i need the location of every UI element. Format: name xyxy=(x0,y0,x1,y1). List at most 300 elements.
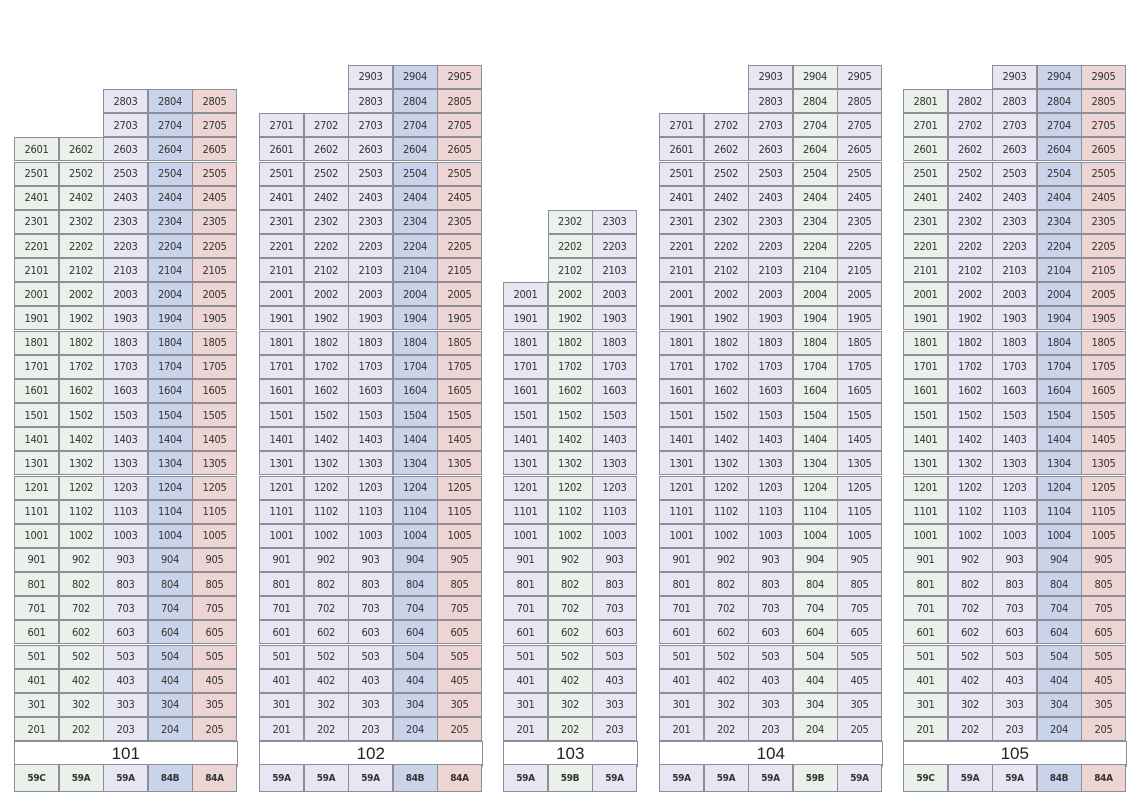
unit-cell[interactable]: 905 xyxy=(192,548,237,572)
unit-cell[interactable]: 2503 xyxy=(748,162,793,186)
unit-cell[interactable]: 1005 xyxy=(192,524,237,548)
unit-cell[interactable]: 605 xyxy=(437,620,482,644)
unit-cell[interactable]: 1201 xyxy=(14,476,59,500)
unit-cell[interactable]: 1502 xyxy=(304,403,349,427)
unit-cell[interactable]: 601 xyxy=(903,620,948,644)
unit-cell[interactable]: 905 xyxy=(437,548,482,572)
unit-cell[interactable]: 704 xyxy=(793,596,838,620)
unit-cell[interactable]: 1301 xyxy=(14,451,59,475)
unit-cell[interactable]: 802 xyxy=(548,572,593,596)
unit-cell[interactable]: 1302 xyxy=(548,451,593,475)
unit-cell[interactable]: 1305 xyxy=(437,451,482,475)
unit-cell[interactable]: 2601 xyxy=(14,137,59,161)
unit-cell[interactable]: 802 xyxy=(59,572,104,596)
unit-cell[interactable]: 1003 xyxy=(103,524,148,548)
unit-cell[interactable]: 1402 xyxy=(548,427,593,451)
unit-cell[interactable]: 1703 xyxy=(592,355,637,379)
unit-cell[interactable]: 2001 xyxy=(14,282,59,306)
unit-cell[interactable]: 902 xyxy=(304,548,349,572)
unit-cell[interactable]: 2103 xyxy=(592,258,637,282)
unit-cell[interactable]: 1705 xyxy=(837,355,882,379)
unit-cell[interactable]: 1704 xyxy=(393,355,438,379)
unit-cell[interactable]: 2701 xyxy=(259,113,304,137)
unit-cell[interactable]: 2702 xyxy=(304,113,349,137)
unit-cell[interactable]: 2802 xyxy=(948,89,993,113)
unit-cell[interactable]: 1001 xyxy=(503,524,548,548)
unit-cell[interactable]: 2205 xyxy=(837,234,882,258)
unit-cell[interactable]: 702 xyxy=(704,596,749,620)
unit-cell[interactable]: 2503 xyxy=(103,162,148,186)
unit-cell[interactable]: 402 xyxy=(948,669,993,693)
unit-cell[interactable]: 605 xyxy=(1081,620,1126,644)
unit-cell[interactable]: 2805 xyxy=(437,89,482,113)
unit-cell[interactable]: 1802 xyxy=(59,331,104,355)
unit-cell[interactable]: 2301 xyxy=(14,210,59,234)
unit-cell[interactable]: 1203 xyxy=(348,476,393,500)
unit-cell[interactable]: 505 xyxy=(837,645,882,669)
unit-cell[interactable]: 304 xyxy=(793,693,838,717)
unit-cell[interactable]: 2201 xyxy=(259,234,304,258)
unit-cell[interactable]: 903 xyxy=(103,548,148,572)
unit-cell[interactable]: 1302 xyxy=(304,451,349,475)
unit-cell[interactable]: 2405 xyxy=(437,186,482,210)
unit-cell[interactable]: 2605 xyxy=(437,137,482,161)
unit-cell[interactable]: 2201 xyxy=(659,234,704,258)
unit-cell[interactable]: 2003 xyxy=(992,282,1037,306)
unit-cell[interactable]: 2503 xyxy=(348,162,393,186)
unit-cell[interactable]: 805 xyxy=(192,572,237,596)
unit-cell[interactable]: 1701 xyxy=(503,355,548,379)
unit-cell[interactable]: 1101 xyxy=(503,500,548,524)
unit-cell[interactable]: 1502 xyxy=(59,403,104,427)
unit-cell[interactable]: 2605 xyxy=(1081,137,1126,161)
unit-cell[interactable]: 1003 xyxy=(348,524,393,548)
unit-cell[interactable]: 2204 xyxy=(793,234,838,258)
unit-cell[interactable]: 902 xyxy=(704,548,749,572)
unit-cell[interactable]: 2504 xyxy=(793,162,838,186)
unit-cell[interactable]: 2004 xyxy=(793,282,838,306)
unit-cell[interactable]: 2305 xyxy=(192,210,237,234)
unit-cell[interactable]: 501 xyxy=(503,645,548,669)
unit-cell[interactable]: 1702 xyxy=(948,355,993,379)
unit-cell[interactable]: 403 xyxy=(103,669,148,693)
unit-cell[interactable]: 1901 xyxy=(503,306,548,330)
unit-cell[interactable]: 2604 xyxy=(793,137,838,161)
unit-cell[interactable]: 401 xyxy=(659,669,704,693)
unit-cell[interactable]: 903 xyxy=(348,548,393,572)
unit-cell[interactable]: 2503 xyxy=(992,162,1037,186)
unit-cell[interactable]: 2103 xyxy=(348,258,393,282)
unit-cell[interactable]: 403 xyxy=(748,669,793,693)
unit-cell[interactable]: 1004 xyxy=(1037,524,1082,548)
unit-cell[interactable]: 801 xyxy=(659,572,704,596)
unit-cell[interactable]: 2101 xyxy=(903,258,948,282)
unit-cell[interactable]: 302 xyxy=(548,693,593,717)
unit-cell[interactable]: 1703 xyxy=(748,355,793,379)
unit-cell[interactable]: 2705 xyxy=(192,113,237,137)
unit-cell[interactable]: 201 xyxy=(903,717,948,741)
unit-cell[interactable]: 1202 xyxy=(548,476,593,500)
unit-cell[interactable]: 1102 xyxy=(304,500,349,524)
unit-cell[interactable]: 604 xyxy=(393,620,438,644)
unit-cell[interactable]: 2002 xyxy=(704,282,749,306)
unit-cell[interactable]: 2105 xyxy=(837,258,882,282)
unit-cell[interactable]: 404 xyxy=(793,669,838,693)
unit-cell[interactable]: 2102 xyxy=(59,258,104,282)
unit-cell[interactable]: 1201 xyxy=(659,476,704,500)
unit-cell[interactable]: 1005 xyxy=(437,524,482,548)
unit-cell[interactable]: 205 xyxy=(437,717,482,741)
unit-cell[interactable]: 401 xyxy=(14,669,59,693)
unit-cell[interactable]: 1705 xyxy=(1081,355,1126,379)
unit-cell[interactable]: 1501 xyxy=(903,403,948,427)
unit-cell[interactable]: 1001 xyxy=(903,524,948,548)
unit-cell[interactable]: 2505 xyxy=(192,162,237,186)
unit-cell[interactable]: 904 xyxy=(148,548,193,572)
unit-cell[interactable]: 1003 xyxy=(748,524,793,548)
unit-cell[interactable]: 2205 xyxy=(192,234,237,258)
unit-cell[interactable]: 901 xyxy=(259,548,304,572)
unit-cell[interactable]: 503 xyxy=(992,645,1037,669)
unit-cell[interactable]: 1503 xyxy=(992,403,1037,427)
unit-cell[interactable]: 1804 xyxy=(148,331,193,355)
unit-cell[interactable]: 2001 xyxy=(903,282,948,306)
unit-cell[interactable]: 2803 xyxy=(103,89,148,113)
unit-cell[interactable]: 602 xyxy=(548,620,593,644)
unit-cell[interactable]: 1001 xyxy=(14,524,59,548)
unit-cell[interactable]: 2404 xyxy=(393,186,438,210)
unit-cell[interactable]: 404 xyxy=(148,669,193,693)
unit-cell[interactable]: 1701 xyxy=(659,355,704,379)
unit-cell[interactable]: 705 xyxy=(1081,596,1126,620)
unit-cell[interactable]: 1703 xyxy=(103,355,148,379)
unit-cell[interactable]: 204 xyxy=(1037,717,1082,741)
unit-cell[interactable]: 704 xyxy=(148,596,193,620)
unit-cell[interactable]: 2303 xyxy=(348,210,393,234)
unit-cell[interactable]: 503 xyxy=(103,645,148,669)
unit-cell[interactable]: 1105 xyxy=(1081,500,1126,524)
unit-cell[interactable]: 1805 xyxy=(837,331,882,355)
unit-cell[interactable]: 303 xyxy=(103,693,148,717)
unit-cell[interactable]: 701 xyxy=(14,596,59,620)
unit-cell[interactable]: 401 xyxy=(259,669,304,693)
unit-cell[interactable]: 2001 xyxy=(259,282,304,306)
unit-cell[interactable]: 601 xyxy=(503,620,548,644)
unit-cell[interactable]: 2702 xyxy=(948,113,993,137)
unit-cell[interactable]: 702 xyxy=(948,596,993,620)
unit-cell[interactable]: 703 xyxy=(348,596,393,620)
unit-cell[interactable]: 502 xyxy=(548,645,593,669)
unit-cell[interactable]: 2703 xyxy=(348,113,393,137)
unit-cell[interactable]: 505 xyxy=(1081,645,1126,669)
unit-cell[interactable]: 1105 xyxy=(437,500,482,524)
unit-cell[interactable]: 402 xyxy=(304,669,349,693)
unit-cell[interactable]: 2704 xyxy=(793,113,838,137)
unit-cell[interactable]: 2605 xyxy=(837,137,882,161)
unit-cell[interactable]: 1402 xyxy=(704,427,749,451)
unit-cell[interactable]: 1803 xyxy=(592,331,637,355)
unit-cell[interactable]: 2504 xyxy=(1037,162,1082,186)
unit-cell[interactable]: 1005 xyxy=(837,524,882,548)
unit-cell[interactable]: 803 xyxy=(348,572,393,596)
unit-cell[interactable]: 2103 xyxy=(748,258,793,282)
unit-cell[interactable]: 203 xyxy=(748,717,793,741)
unit-cell[interactable]: 1502 xyxy=(548,403,593,427)
unit-cell[interactable]: 2303 xyxy=(992,210,1037,234)
unit-cell[interactable]: 505 xyxy=(437,645,482,669)
unit-cell[interactable]: 2804 xyxy=(1037,89,1082,113)
unit-cell[interactable]: 603 xyxy=(992,620,1037,644)
unit-cell[interactable]: 205 xyxy=(1081,717,1126,741)
unit-cell[interactable]: 901 xyxy=(903,548,948,572)
unit-cell[interactable]: 602 xyxy=(304,620,349,644)
unit-cell[interactable]: 1601 xyxy=(659,379,704,403)
unit-cell[interactable]: 803 xyxy=(748,572,793,596)
unit-cell[interactable]: 2805 xyxy=(192,89,237,113)
unit-cell[interactable]: 704 xyxy=(1037,596,1082,620)
unit-cell[interactable]: 1305 xyxy=(192,451,237,475)
unit-cell[interactable]: 603 xyxy=(592,620,637,644)
unit-cell[interactable]: 2103 xyxy=(103,258,148,282)
unit-cell[interactable]: 301 xyxy=(903,693,948,717)
unit-cell[interactable]: 1503 xyxy=(348,403,393,427)
unit-cell[interactable]: 305 xyxy=(192,693,237,717)
unit-cell[interactable]: 1903 xyxy=(992,306,1037,330)
unit-cell[interactable]: 1304 xyxy=(793,451,838,475)
unit-cell[interactable]: 1404 xyxy=(793,427,838,451)
unit-cell[interactable]: 503 xyxy=(348,645,393,669)
unit-cell[interactable]: 1505 xyxy=(837,403,882,427)
unit-cell[interactable]: 2501 xyxy=(14,162,59,186)
unit-cell[interactable]: 2203 xyxy=(348,234,393,258)
unit-cell[interactable]: 2204 xyxy=(393,234,438,258)
unit-cell[interactable]: 1001 xyxy=(659,524,704,548)
unit-cell[interactable]: 1501 xyxy=(259,403,304,427)
unit-cell[interactable]: 2204 xyxy=(148,234,193,258)
unit-cell[interactable]: 405 xyxy=(437,669,482,693)
unit-cell[interactable]: 1403 xyxy=(103,427,148,451)
unit-cell[interactable]: 1401 xyxy=(14,427,59,451)
unit-cell[interactable]: 2404 xyxy=(1037,186,1082,210)
unit-cell[interactable]: 2102 xyxy=(304,258,349,282)
unit-cell[interactable]: 302 xyxy=(304,693,349,717)
unit-cell[interactable]: 904 xyxy=(393,548,438,572)
unit-cell[interactable]: 2104 xyxy=(393,258,438,282)
unit-cell[interactable]: 1002 xyxy=(59,524,104,548)
unit-cell[interactable]: 1405 xyxy=(837,427,882,451)
unit-cell[interactable]: 1702 xyxy=(304,355,349,379)
unit-cell[interactable]: 403 xyxy=(992,669,1037,693)
unit-cell[interactable]: 405 xyxy=(192,669,237,693)
unit-cell[interactable]: 1004 xyxy=(148,524,193,548)
unit-cell[interactable]: 2201 xyxy=(14,234,59,258)
unit-cell[interactable]: 1104 xyxy=(148,500,193,524)
unit-cell[interactable]: 1204 xyxy=(793,476,838,500)
unit-cell[interactable]: 301 xyxy=(659,693,704,717)
unit-cell[interactable]: 1103 xyxy=(348,500,393,524)
unit-cell[interactable]: 1701 xyxy=(903,355,948,379)
unit-cell[interactable]: 2904 xyxy=(393,65,438,89)
unit-cell[interactable]: 2102 xyxy=(548,258,593,282)
unit-cell[interactable]: 201 xyxy=(14,717,59,741)
unit-cell[interactable]: 1201 xyxy=(259,476,304,500)
unit-cell[interactable]: 705 xyxy=(192,596,237,620)
unit-cell[interactable]: 1804 xyxy=(793,331,838,355)
unit-cell[interactable]: 1703 xyxy=(992,355,1037,379)
unit-cell[interactable]: 904 xyxy=(793,548,838,572)
unit-cell[interactable]: 504 xyxy=(148,645,193,669)
unit-cell[interactable]: 1104 xyxy=(393,500,438,524)
unit-cell[interactable]: 1705 xyxy=(192,355,237,379)
unit-cell[interactable]: 1504 xyxy=(793,403,838,427)
unit-cell[interactable]: 403 xyxy=(348,669,393,693)
unit-cell[interactable]: 1302 xyxy=(704,451,749,475)
unit-cell[interactable]: 2201 xyxy=(903,234,948,258)
unit-cell[interactable]: 1301 xyxy=(503,451,548,475)
unit-cell[interactable]: 1903 xyxy=(103,306,148,330)
unit-cell[interactable]: 701 xyxy=(659,596,704,620)
unit-cell[interactable]: 2003 xyxy=(348,282,393,306)
unit-cell[interactable]: 2703 xyxy=(103,113,148,137)
unit-cell[interactable]: 1302 xyxy=(948,451,993,475)
unit-cell[interactable]: 2303 xyxy=(103,210,148,234)
unit-cell[interactable]: 1402 xyxy=(59,427,104,451)
unit-cell[interactable]: 1505 xyxy=(437,403,482,427)
unit-cell[interactable]: 1604 xyxy=(393,379,438,403)
unit-cell[interactable]: 202 xyxy=(948,717,993,741)
unit-cell[interactable]: 1104 xyxy=(1037,500,1082,524)
unit-cell[interactable]: 901 xyxy=(503,548,548,572)
unit-cell[interactable]: 2102 xyxy=(948,258,993,282)
unit-cell[interactable]: 301 xyxy=(14,693,59,717)
unit-cell[interactable]: 1204 xyxy=(393,476,438,500)
unit-cell[interactable]: 2404 xyxy=(793,186,838,210)
unit-cell[interactable]: 703 xyxy=(103,596,148,620)
unit-cell[interactable]: 603 xyxy=(748,620,793,644)
unit-cell[interactable]: 1103 xyxy=(748,500,793,524)
unit-cell[interactable]: 1404 xyxy=(148,427,193,451)
unit-cell[interactable]: 2803 xyxy=(348,89,393,113)
unit-cell[interactable]: 1101 xyxy=(259,500,304,524)
unit-cell[interactable]: 1002 xyxy=(948,524,993,548)
unit-cell[interactable]: 1801 xyxy=(14,331,59,355)
unit-cell[interactable]: 1202 xyxy=(59,476,104,500)
unit-cell[interactable]: 1303 xyxy=(992,451,1037,475)
unit-cell[interactable]: 701 xyxy=(259,596,304,620)
unit-cell[interactable]: 305 xyxy=(1081,693,1126,717)
unit-cell[interactable]: 1501 xyxy=(503,403,548,427)
unit-cell[interactable]: 2303 xyxy=(748,210,793,234)
unit-cell[interactable]: 2401 xyxy=(903,186,948,210)
unit-cell[interactable]: 2705 xyxy=(437,113,482,137)
unit-cell[interactable]: 1401 xyxy=(903,427,948,451)
unit-cell[interactable]: 1504 xyxy=(393,403,438,427)
unit-cell[interactable]: 2804 xyxy=(793,89,838,113)
unit-cell[interactable]: 1402 xyxy=(304,427,349,451)
unit-cell[interactable]: 2501 xyxy=(659,162,704,186)
unit-cell[interactable]: 1402 xyxy=(948,427,993,451)
unit-cell[interactable]: 2303 xyxy=(592,210,637,234)
unit-cell[interactable]: 1303 xyxy=(103,451,148,475)
unit-cell[interactable]: 2801 xyxy=(903,89,948,113)
unit-cell[interactable]: 2105 xyxy=(192,258,237,282)
unit-cell[interactable]: 2501 xyxy=(259,162,304,186)
unit-cell[interactable]: 1902 xyxy=(548,306,593,330)
unit-cell[interactable]: 2202 xyxy=(948,234,993,258)
unit-cell[interactable]: 2003 xyxy=(103,282,148,306)
unit-cell[interactable]: 1803 xyxy=(348,331,393,355)
unit-cell[interactable]: 1403 xyxy=(748,427,793,451)
unit-cell[interactable]: 2305 xyxy=(837,210,882,234)
unit-cell[interactable]: 2703 xyxy=(992,113,1037,137)
unit-cell[interactable]: 303 xyxy=(592,693,637,717)
unit-cell[interactable]: 2602 xyxy=(948,137,993,161)
unit-cell[interactable]: 1703 xyxy=(348,355,393,379)
unit-cell[interactable]: 2604 xyxy=(148,137,193,161)
unit-cell[interactable]: 504 xyxy=(1037,645,1082,669)
unit-cell[interactable]: 2903 xyxy=(748,65,793,89)
unit-cell[interactable]: 2403 xyxy=(103,186,148,210)
unit-cell[interactable]: 2505 xyxy=(837,162,882,186)
unit-cell[interactable]: 704 xyxy=(393,596,438,620)
unit-cell[interactable]: 2904 xyxy=(1037,65,1082,89)
unit-cell[interactable]: 2803 xyxy=(992,89,1037,113)
unit-cell[interactable]: 2502 xyxy=(304,162,349,186)
unit-cell[interactable]: 1202 xyxy=(948,476,993,500)
unit-cell[interactable]: 1602 xyxy=(304,379,349,403)
unit-cell[interactable]: 1802 xyxy=(548,331,593,355)
unit-cell[interactable]: 2205 xyxy=(1081,234,1126,258)
unit-cell[interactable]: 1903 xyxy=(748,306,793,330)
unit-cell[interactable]: 502 xyxy=(704,645,749,669)
unit-cell[interactable]: 905 xyxy=(837,548,882,572)
unit-cell[interactable]: 1605 xyxy=(437,379,482,403)
unit-cell[interactable]: 2804 xyxy=(393,89,438,113)
unit-cell[interactable]: 2005 xyxy=(837,282,882,306)
unit-cell[interactable]: 601 xyxy=(259,620,304,644)
unit-cell[interactable]: 2001 xyxy=(659,282,704,306)
unit-cell[interactable]: 1505 xyxy=(192,403,237,427)
unit-cell[interactable]: 1901 xyxy=(659,306,704,330)
unit-cell[interactable]: 2202 xyxy=(304,234,349,258)
unit-cell[interactable]: 1603 xyxy=(992,379,1037,403)
unit-cell[interactable]: 903 xyxy=(592,548,637,572)
unit-cell[interactable]: 2703 xyxy=(748,113,793,137)
unit-cell[interactable]: 2505 xyxy=(1081,162,1126,186)
unit-cell[interactable]: 1401 xyxy=(259,427,304,451)
unit-cell[interactable]: 1503 xyxy=(103,403,148,427)
unit-cell[interactable]: 402 xyxy=(704,669,749,693)
unit-cell[interactable]: 2605 xyxy=(192,137,237,161)
unit-cell[interactable]: 2202 xyxy=(59,234,104,258)
unit-cell[interactable]: 2304 xyxy=(148,210,193,234)
unit-cell[interactable]: 303 xyxy=(992,693,1037,717)
unit-cell[interactable]: 1102 xyxy=(548,500,593,524)
unit-cell[interactable]: 2104 xyxy=(793,258,838,282)
unit-cell[interactable]: 204 xyxy=(393,717,438,741)
unit-cell[interactable]: 1002 xyxy=(304,524,349,548)
unit-cell[interactable]: 405 xyxy=(1081,669,1126,693)
unit-cell[interactable]: 1603 xyxy=(592,379,637,403)
unit-cell[interactable]: 2805 xyxy=(1081,89,1126,113)
unit-cell[interactable]: 2405 xyxy=(1081,186,1126,210)
unit-cell[interactable]: 601 xyxy=(659,620,704,644)
unit-cell[interactable]: 1004 xyxy=(793,524,838,548)
unit-cell[interactable]: 2603 xyxy=(348,137,393,161)
unit-cell[interactable]: 204 xyxy=(148,717,193,741)
unit-cell[interactable]: 2602 xyxy=(304,137,349,161)
unit-cell[interactable]: 1602 xyxy=(948,379,993,403)
